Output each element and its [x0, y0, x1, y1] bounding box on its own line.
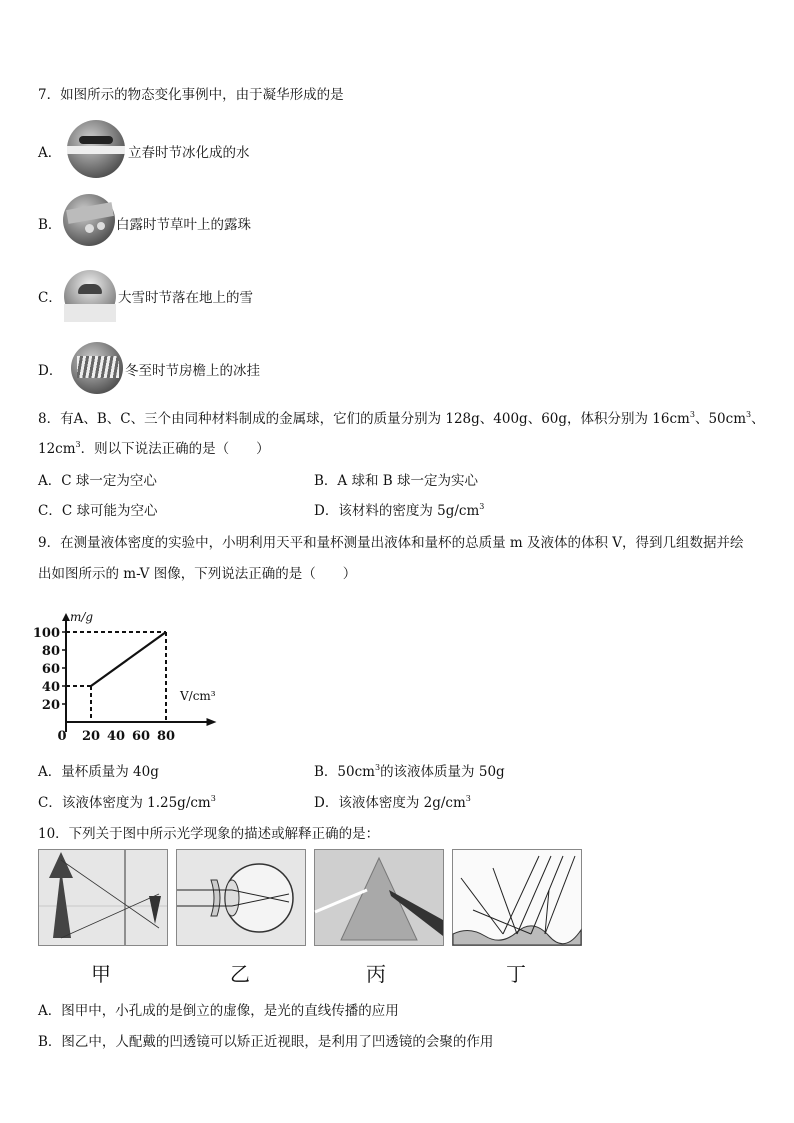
q9-stem-line2: 出如图所示的 m-V 图像，下列说法正确的是（ ）: [38, 566, 357, 582]
q7-option-b-letter: B．: [38, 217, 62, 233]
q7-option-c-letter: C．: [38, 290, 62, 306]
x-axis-label: V/cm³: [180, 689, 216, 703]
x-tick-label: 60: [131, 729, 151, 744]
q9-stem-line1: 9．在测量液体密度的实验中，小明利用天平和量杯测量出液体和量杯的总质量 m 及液体的体积 V，得到几组数据并绘: [38, 535, 744, 551]
caption-bing: 丙: [366, 962, 386, 986]
caption-ding: 丁: [506, 962, 526, 986]
concave-lens-eye-panel: [176, 849, 306, 946]
y-tick-label: 80: [41, 644, 60, 659]
q7-option-c-text: 大雪时节落在地上的雪: [118, 290, 253, 306]
q8-option-a: A．C 球一定为空心: [38, 473, 157, 489]
q7-stem: 7．如图所示的物态变化事例中，由于凝华形成的是: [38, 87, 344, 103]
q7-option-a-text: 立春时节冰化成的水: [128, 145, 250, 161]
q8-option-b: B．A 球和 B 球一定为实心: [314, 473, 478, 489]
q8-option-d: D．该材料的密度为 $5g/cm^3$: [314, 502, 485, 519]
q9-option-b: B．$50cm^3$的该液体质量为 50g: [314, 763, 505, 780]
x-tick-label: 80: [156, 729, 176, 744]
icicle-image: [71, 342, 123, 394]
q8-option-c: C．C 球可能为空心: [38, 503, 158, 519]
x-tick-label: 20: [81, 729, 101, 744]
prism-dispersion-panel: [314, 849, 444, 946]
q8-stem-line2: $12cm^3$．则以下说法正确的是（ ）: [38, 440, 270, 457]
diffuse-reflection-panel: [452, 849, 582, 946]
q9-option-a: A．量杯质量为 40g: [38, 764, 159, 780]
q8-stem-line1: 8．有A、B、C、三个由同种材料制成的金属球，它们的质量分别为 128g、400g、60g，体积分别为 $16cm^3$、$50cm^3$、: [38, 410, 765, 427]
q7-option-b-text: 白露时节草叶上的露珠: [116, 217, 251, 233]
dew-leaf-image: [63, 194, 115, 246]
x-axis-arrow: [207, 718, 217, 726]
caption-yi: 乙: [230, 962, 250, 986]
pinhole-image-panel: [38, 849, 168, 946]
y-tick-label: 20: [41, 698, 60, 713]
y-tick-label: 60: [41, 662, 60, 677]
m-v-graph: [32, 590, 270, 750]
caption-jia: 甲: [91, 962, 111, 986]
series-line: [91, 632, 166, 686]
q7-option-a-letter: A．: [38, 145, 62, 161]
q9-option-d: D．该液体密度为 $2g/cm^3$: [314, 794, 471, 811]
q10-option-a: A．图甲中，小孔成的是倒立的虚像，是光的直线传播的应用: [38, 1003, 399, 1019]
q10-option-b: B．图乙中，人配戴的凹透镜可以矫正近视眼，是利用了凹透镜的会聚的作用: [38, 1034, 494, 1050]
q7-option-d-letter: D．: [38, 363, 63, 379]
y-tick-label: 100: [32, 626, 60, 641]
y-tick-label: 40: [41, 680, 60, 695]
x-tick-label: 40: [106, 729, 126, 744]
snow-temple-image: [64, 270, 116, 322]
y-axis-label: m/g: [70, 610, 94, 624]
y-axis-arrow: [62, 613, 70, 621]
spring-ice-image: [67, 120, 125, 178]
q7-option-d-text: 冬至时节房檐上的冰挂: [125, 363, 260, 379]
q10-stem: 10．下列关于图中所示光学现象的描述或解释正确的是：: [38, 826, 380, 842]
x-tick-label: 0: [57, 729, 67, 744]
q9-option-c: C．该液体密度为 $1.25g/cm^3$: [38, 794, 216, 811]
